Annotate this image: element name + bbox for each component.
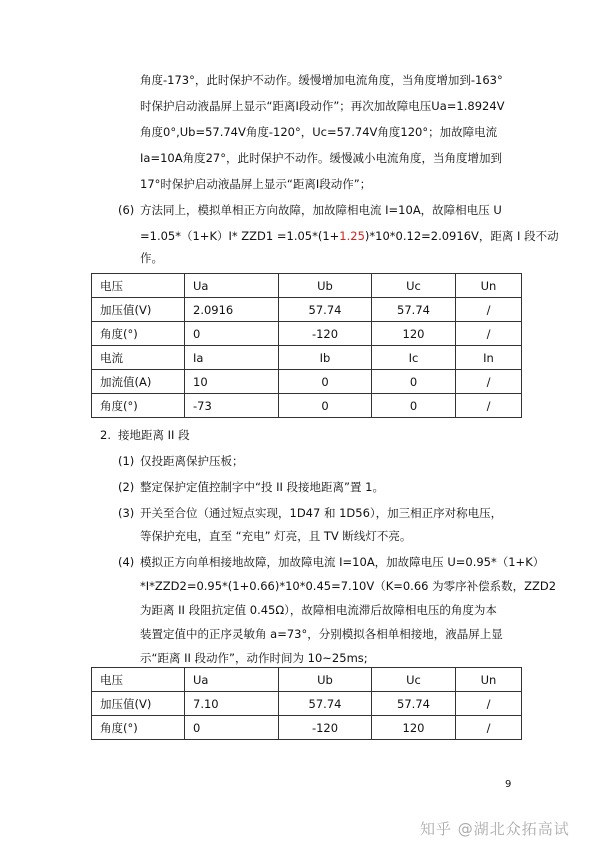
table-cell: Uc (372, 274, 456, 298)
step-text: 等保护充电，直至 “充电” 灯亮，且 TV 断线灯不亮。 (140, 529, 412, 543)
table-cell: 57.74 (279, 692, 372, 716)
table-cell: 0 (372, 394, 456, 418)
table-cell: 120 (372, 322, 456, 346)
table-cell: 0 (185, 322, 279, 346)
page-number: 9 (505, 779, 512, 790)
table-cell: -73 (185, 394, 279, 418)
table-cell: Un (456, 274, 522, 298)
table-row (92, 716, 522, 740)
table-cell: 电压 (92, 668, 185, 692)
table-cell: Ub (279, 668, 372, 692)
item-text: 方法同上，模拟单相正方向故障，加故障相电流 I=10A，故障相电压 U (140, 203, 502, 217)
table-cell: 0 (279, 370, 372, 394)
formula-part: )*10*0.12=2.0916V，距离 I 段不动 (364, 229, 559, 243)
table-cell: 加压值(V) (92, 298, 185, 322)
table-cell: 角度(°) (92, 716, 185, 740)
table-cell: 57.74 (372, 298, 456, 322)
table-cell: / (456, 716, 522, 740)
fault-table-1 (91, 273, 522, 418)
table-cell: / (456, 370, 522, 394)
table-cell: Uc (372, 668, 456, 692)
table-cell: Ub (279, 274, 372, 298)
item-text: 作。 (140, 251, 163, 265)
table-cell: 10 (185, 370, 279, 394)
paragraph-line: Ia=10A角度27°，此时保护不动作。缓慢减小电流角度，当角度增加到 (140, 151, 502, 165)
table-cell: 0 (372, 370, 456, 394)
table-cell: 电压 (92, 274, 185, 298)
table-row (92, 668, 522, 692)
table-cell: 角度(°) (92, 394, 185, 418)
table-cell: 加流值(A) (92, 370, 185, 394)
paragraph-line: 角度0°,Ub=57.74V角度-120°，Uc=57.74V角度120°；加故障电流 (140, 125, 498, 139)
table-cell: -120 (279, 322, 372, 346)
table-cell: In (456, 346, 522, 370)
table-cell: -120 (279, 716, 372, 740)
table-cell: Un (456, 668, 522, 692)
step-number: (3) (118, 506, 135, 520)
table-cell: 2.0916 (185, 298, 279, 322)
table-row (92, 274, 522, 298)
table-cell: 7.10 (185, 692, 279, 716)
table-cell: 角度(°) (92, 322, 185, 346)
item-number: (6) (118, 203, 135, 217)
step-text: 为距离 II 段阻抗定值 0.45Ω），故障相电流滞后故障相电压的角度为本 (140, 603, 497, 617)
paragraph-line: 时保护启动液晶屏上显示“距离Ⅰ段动作”；再次加故障电压Ua=1.8924V (140, 99, 505, 113)
table-row (92, 394, 522, 418)
step-text: 整定保护定值控制字中“投 II 段接地距离”置 1。 (140, 480, 384, 494)
table-cell: / (456, 298, 522, 322)
table-cell: 0 (279, 394, 372, 418)
step-text: 装置定值中的正序灵敏角 a=73°，分别模拟各相单相接地，液晶屏上显 (140, 627, 503, 641)
formula-highlight: 1.25 (339, 229, 365, 243)
paragraph-line: 角度-173°，此时保护不动作。缓慢增加电流角度，当角度增加到-163° (140, 73, 503, 87)
table-row (92, 346, 522, 370)
section-number: 2. (100, 428, 111, 442)
table-cell: 加压值(V) (92, 692, 185, 716)
table-cell: Ib (279, 346, 372, 370)
fault-table-2 (91, 667, 522, 740)
watermark: 知乎 @湖北众拓高试 (420, 820, 570, 838)
table-cell: 电流 (92, 346, 185, 370)
item-text-formula (140, 228, 559, 244)
step-text: 开关至合位（通过短点实现，1D47 和 1D56），加三相正序对称电压， (140, 506, 503, 520)
table-cell: Ua (185, 668, 279, 692)
step-number: (4) (118, 555, 135, 569)
step-text: *I*ZZD2=0.95*(1+0.66)*10*0.45=7.10V（K=0.66 为零序补偿系数，ZZD2 (140, 579, 557, 593)
section-title: 接地距离 II 段 (118, 428, 190, 442)
table-cell: 57.74 (372, 692, 456, 716)
formula-part: =1.05*（1+K）I* ZZD1 =1.05*(1+ (140, 229, 340, 243)
paragraph-line: 17°时保护启动液晶屏上显示“距离Ⅰ段动作”； (140, 177, 372, 191)
table-cell: / (456, 322, 522, 346)
table-cell: 0 (185, 716, 279, 740)
step-number: (1) (118, 454, 135, 468)
table-cell: / (456, 394, 522, 418)
table-row (92, 692, 522, 716)
step-number: (2) (118, 480, 135, 494)
step-text: 仅投距离保护压板； (140, 454, 244, 468)
step-text: 示“距离 II 段动作”，动作时间为 10~25ms; (140, 651, 368, 665)
table-cell: 120 (372, 716, 456, 740)
table-cell: Ic (372, 346, 456, 370)
table-cell: Ua (185, 274, 279, 298)
table-cell: 57.74 (279, 298, 372, 322)
step-text: 模拟正方向单相接地故障，加故障电流 I=10A，加故障电压 U=0.95*（1+K） (140, 555, 545, 569)
table-cell: Ia (185, 346, 279, 370)
table-row (92, 298, 522, 322)
table-row (92, 322, 522, 346)
table-row (92, 370, 522, 394)
table-cell: / (456, 692, 522, 716)
